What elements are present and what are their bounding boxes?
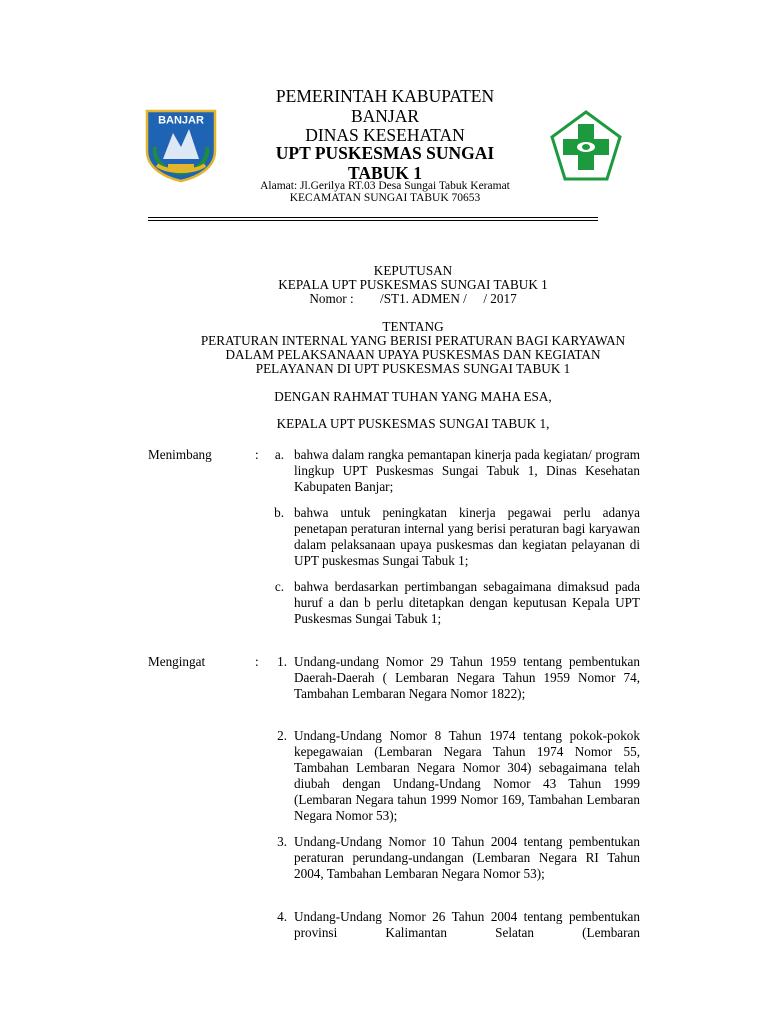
mengingat-marker-3: 3.	[277, 834, 287, 849]
letterhead-agency: DINAS KESEHATAN	[305, 125, 465, 145]
letterhead-district: KECAMATAN SUNGAI TABUK 70653	[289, 192, 481, 204]
mengingat-label: Mengingat	[148, 654, 206, 669]
letterhead-rule	[148, 217, 598, 218]
mengingat-item-4: Undang-Undang Nomor 26 Tahun 2004 tentang pembentukan provinsi Kalimantan Selatan (Lembaran	[294, 909, 640, 940]
letterhead-address: Alamat: Jl.Gerilya RT.03 Desa Sungai Tabuk Keramat	[260, 180, 510, 192]
mengingat-item-1: Undang-undang Nomor 29 Tahun 1959 tentang pembentukan Daerah-Daerah ( Lembaran Negara Tahun 1959 Nomor 74, Tambahan Lembaran Negara Nomor 1822);	[294, 654, 640, 701]
mengingat-colon: :	[255, 654, 259, 669]
decree-subject-line3: PELAYANAN DI UPT PUSKESMAS SUNGAI TABUK 1	[255, 361, 571, 376]
decree-official: KEPALA UPT PUSKESMAS SUNGAI TABUK 1,	[276, 416, 550, 431]
decree-blessing: DENGAN RAHMAT TUHAN YANG MAHA ESA,	[274, 389, 552, 404]
letterhead-institution-cont: TABUK 1	[347, 163, 423, 183]
mengingat-item-3: Undang-Undang Nomor 10 Tahun 2004 tentang pembentukan peraturan perundang-undangan (Lembaran Negara RI Tahun 2004, Tambahan Lembaran Negara Nomor 53);	[294, 834, 640, 881]
decree-issuer: KEPALA UPT PUSKESMAS SUNGAI TABUK 1	[278, 277, 548, 292]
letterhead-government: PEMERINTAH KABUPATEN	[275, 86, 495, 106]
menimbang-label: Menimbang	[148, 447, 212, 462]
letterhead-institution: UPT PUSKESMAS SUNGAI	[275, 143, 495, 163]
decree-title: KEPUTUSAN	[373, 263, 453, 278]
emblem-text: BANJAR	[158, 114, 204, 127]
mengingat-marker-2: 2.	[277, 728, 287, 743]
banjar-regency-emblem-icon	[143, 107, 219, 183]
menimbang-item-a: bahwa dalam rangka pemantapan kinerja pada kegiatan/ program lingkup UPT Puskesmas Sungai Tabuk 1, Dinas Kesehatan Kabupaten Banjar;	[294, 447, 640, 494]
letterhead-rule-second	[148, 220, 598, 221]
menimbang-marker-b: b.	[274, 505, 284, 520]
decree-subject-line1: PERATURAN INTERNAL YANG BERISI PERATURAN BAGI KARYAWAN	[200, 333, 626, 348]
decree-about: TENTANG	[382, 319, 444, 334]
letterhead	[220, 86, 550, 206]
menimbang-marker-a: a.	[274, 447, 284, 462]
menimbang-marker-c: c.	[274, 579, 284, 594]
menimbang-item-c: bahwa berdasarkan pertimbangan sebagaimana dimaksud pada huruf a dan b perlu ditetapkan dengan keputusan Kepala UPT Puskesmas Sungai Tabuk 1;	[294, 579, 640, 626]
decree-number: Nomor : /ST1. ADMEN / / 2017	[309, 291, 517, 306]
mengingat-marker-4: 4.	[277, 909, 287, 924]
mengingat-item-2: Undang-Undang Nomor 8 Tahun 1974 tentang pokok-pokok kepegawaian (Lembaran Negara Tahun 1974 Nomor 55, Tambahan Lembaran Negara Nomor 304) sebagaimana telah diubah dengan Undang-Undang Nomor 43 Tahun 1999 (Lembaran Negara tahun 1999 Nomor 169, Tambahan Lembaran Negara Nomor 53);	[294, 728, 640, 823]
mengingat-marker-1: 1.	[277, 654, 287, 669]
puskesmas-green-cross-logo-icon	[549, 109, 623, 183]
decree-subject-line2: DALAM PELAKSANAAN UPAYA PUSKESMAS DAN KEGIATAN	[225, 347, 601, 362]
menimbang-item-b: bahwa untuk peningkatan kinerja pegawai perlu adanya penetapan peraturan internal yang berisi peraturan bagi karyawan dalam pelaksanaan upaya puskesmas dan kegiatan pelayanan di UPT puskesmas Sungai Tabuk 1;	[294, 505, 640, 568]
letterhead-regency: BANJAR	[350, 106, 420, 126]
menimbang-colon: :	[255, 447, 259, 462]
